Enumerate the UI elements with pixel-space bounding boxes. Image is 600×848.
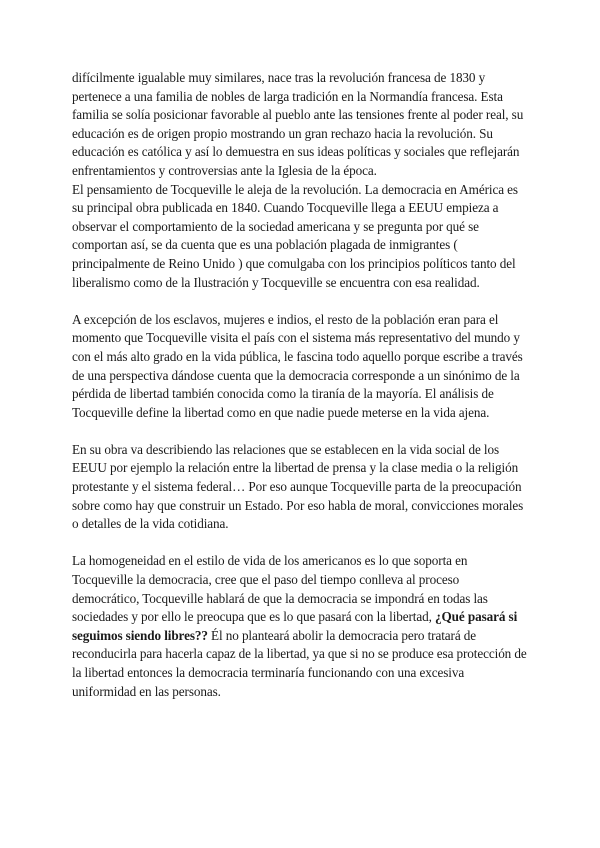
- paragraph-5-text-after: Él no planteará abolir la democracia pero tratará de reconducirla para hacerla capaz de la libertad, ya que si no se produce esa protección de la libertad entonces la democracia terminaría funcionando con una excesiva uniformidad en las personas.: [72, 627, 527, 699]
- paragraph-2: El pensamiento de Tocqueville le aleja de la revolución. La democracia en América es su principal obra publicada en 1840. Cuando Tocqueville llega a EEUU empieza a observar el comportamiento de la sociedad americana y se pregunta por qué se comportan así, se da cuenta que es una población plagada de inmigrantes ( principalmente de Reino Unido ) que comulgaba con los principios políticos tanto del liberalismo como de la Ilustración y Tocqueville se encuentra con esa realidad.: [72, 181, 518, 290]
- paragraph-4: En su obra va describiendo las relaciones que se establecen en la vida social de los EEUU por ejemplo la relación entre la libertad de prensa y la clase media o la religión protestante y el sistema federal… Por eso aunque Tocqueville parta de la preocupación sobre como hay que construir un Estado. Por eso habla de moral, convicciones morales o detalles de la vida cotidiana.: [72, 441, 524, 532]
- document-page: [72, 69, 528, 701]
- paragraph-gap: [72, 292, 528, 311]
- paragraph-5-text-before: La homogeneidad en el estilo de vida de los americanos es lo que soporta en Tocqueville la democracia, cree que el paso del tiempo conlleva al proceso democrático, Tocqueville hablará de que la democracia se impondrá en todas las sociedades y por ello le preocupa que es lo que pasará con la libertad,: [72, 553, 488, 625]
- paragraph-gap: [72, 422, 528, 441]
- paragraph-5: [72, 552, 528, 701]
- paragraph-gap: [72, 534, 528, 553]
- bold-question: ¿Qué pasará si seguimos siendo libres??: [72, 609, 518, 643]
- paragraph-1: difícilmente igualable muy similares, nace tras la revolución francesa de 1830 y pertenece a una familia de nobles de larga tradición en la Normandía francesa. Esta familia se solía posicionar favorable al pueblo ante las tensiones frente al poder real, su educación es de origen propio mostrando un gran rechazo hacia la revolución. Su educación es católica y así lo demuestra en sus ideas políticas y sociales que reflejarán enfrentamientos y controversias ante la Iglesia de la época.: [72, 70, 524, 178]
- paragraph-3: A excepción de los esclavos, mujeres e indios, el resto de la población eran para el momento que Tocqueville visita el país con el sistema más representativo del mundo y con el más alto grado en la vida pública, le fascina todo aquello porque escribe a través de una perspectiva dándose cuenta que la democracia corresponde a un sinónimo de la pérdida de libertad también conocida como la tiranía de la mayoría. El análisis de Tocqueville define la libertad como en que nadie puede meterse en la vida ajena.: [72, 311, 523, 420]
